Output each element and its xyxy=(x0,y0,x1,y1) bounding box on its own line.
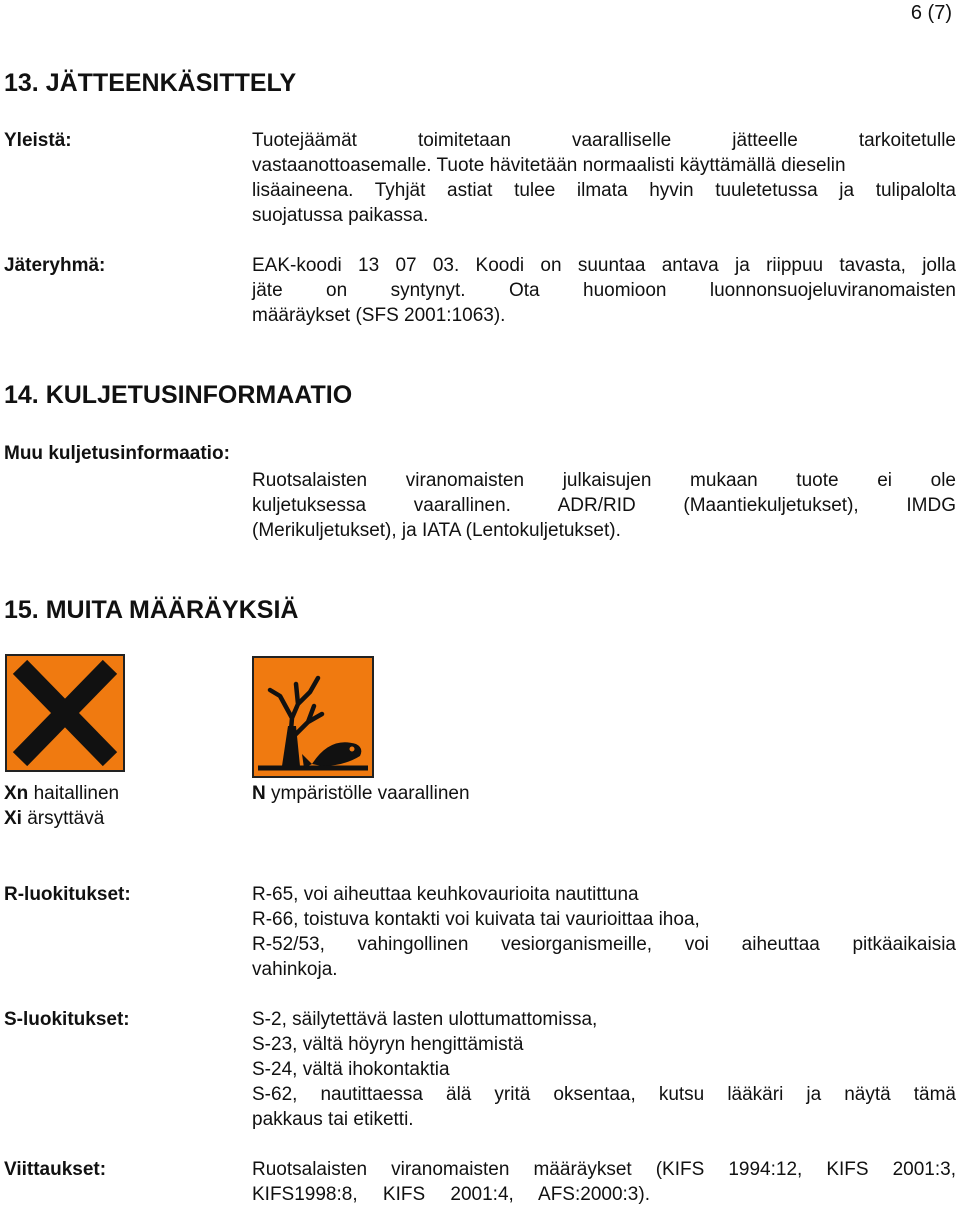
section-13-title: 13. JÄTTEENKÄSITTELY xyxy=(4,69,297,97)
page-number: 6 (7) xyxy=(910,2,952,24)
general-label: Yleistä: xyxy=(4,130,72,151)
r-phrase-line-2: R-66, toistuva kontakti voi kuivata tai vaurioittaa ihoa, xyxy=(252,909,700,930)
environment-hazard-icon xyxy=(252,656,374,778)
harmful-caption-line-2 xyxy=(4,806,119,831)
irritant-text: ärsyttävä xyxy=(27,808,105,829)
s-phrase-line-5: pakkaus tai etiketti. xyxy=(252,1109,414,1130)
other-transport-label: Muu kuljetusinformaatio: xyxy=(4,443,230,464)
r-phrase-line-3: R-52/53, vahingollinen vesiorganismeille, voi aiheuttaa pitkäaikaisia xyxy=(252,934,956,955)
section-14-title: 14. KULJETUSINFORMAATIO xyxy=(4,381,353,409)
general-line-1: Tuotejäämät toimitetaan vaaralliselle jätteelle tarkoitetulle xyxy=(252,130,956,151)
waste-group-line-3: määräykset (SFS 2001:1063). xyxy=(252,305,506,326)
references-line-1: Ruotsalaisten viranomaisten määräykset (KIFS 1994:12, KIFS 2001:3, xyxy=(252,1159,956,1180)
waste-group-label: Jäteryhmä: xyxy=(4,255,106,276)
references-line-2: KIFS1998:8, KIFS 2001:4, AFS:2000:3). xyxy=(252,1184,650,1205)
r-phrases-text xyxy=(252,882,956,982)
waste-group-line-1: EAK-koodi 13 07 03. Koodi on suuntaa antava ja riippuu tavasta, jolla xyxy=(252,255,956,276)
other-transport-line-2: kuljetuksessa vaarallinen. ADR/RID (Maantiekuljetukset), IMDG xyxy=(252,495,956,516)
r-phrases-label: R-luokitukset: xyxy=(4,884,131,905)
r-phrase-line-1: R-65, voi aiheuttaa keuhkovaurioita nautittuna xyxy=(252,884,639,905)
harmful-caption-line-1 xyxy=(4,781,119,806)
general-line-2: vastaanottoasemalle. Tuote hävitetään normaalisti käyttämällä dieselin xyxy=(252,155,846,176)
r-phrase-line-4: vahinkoja. xyxy=(252,959,338,980)
harmful-caption xyxy=(4,781,119,831)
general-line-4: suojatussa paikassa. xyxy=(252,205,429,226)
other-transport-line-1: Ruotsalaisten viranomaisten julkaisujen mukaan tuote ei ole xyxy=(252,470,956,491)
s-phrase-line-3: S-24, vältä ihokontaktia xyxy=(252,1059,450,1080)
s-phrase-line-2: S-23, vältä höyryn hengittämistä xyxy=(252,1034,524,1055)
waste-group-text xyxy=(252,253,956,328)
references-label: Viittaukset: xyxy=(4,1159,107,1180)
harmful-code: Xn xyxy=(4,783,29,804)
environment-text: ympäristölle vaarallinen xyxy=(271,783,470,804)
waste-group-line-2: jäte on syntynyt. Ota huomioon luonnonsuojeluviranomaisten xyxy=(252,280,956,301)
irritant-code: Xi xyxy=(4,808,22,829)
section-15-title: 15. MUITA MÄÄRÄYKSIÄ xyxy=(4,596,299,624)
harmful-cross-icon xyxy=(5,654,125,772)
other-transport-line-3: (Merikuljetukset), ja IATA (Lentokuljetukset). xyxy=(252,520,621,541)
other-transport-text xyxy=(252,468,956,543)
environment-caption xyxy=(252,781,470,806)
general-text xyxy=(252,128,956,228)
references-text xyxy=(252,1157,956,1207)
environment-code: N xyxy=(252,783,266,804)
general-line-3: lisäaineena. Tyhjät astiat tulee ilmata hyvin tuuletetussa ja tulipalolta xyxy=(252,180,956,201)
s-phrase-line-1: S-2, säilytettävä lasten ulottumattomissa, xyxy=(252,1009,598,1030)
harmful-text: haitallinen xyxy=(33,783,120,804)
s-phrase-line-4: S-62, nautittaessa älä yritä oksentaa, kutsu lääkäri ja näytä tämä xyxy=(252,1084,956,1105)
s-phrases-text xyxy=(252,1007,956,1132)
s-phrases-label: S-luokitukset: xyxy=(4,1009,130,1030)
